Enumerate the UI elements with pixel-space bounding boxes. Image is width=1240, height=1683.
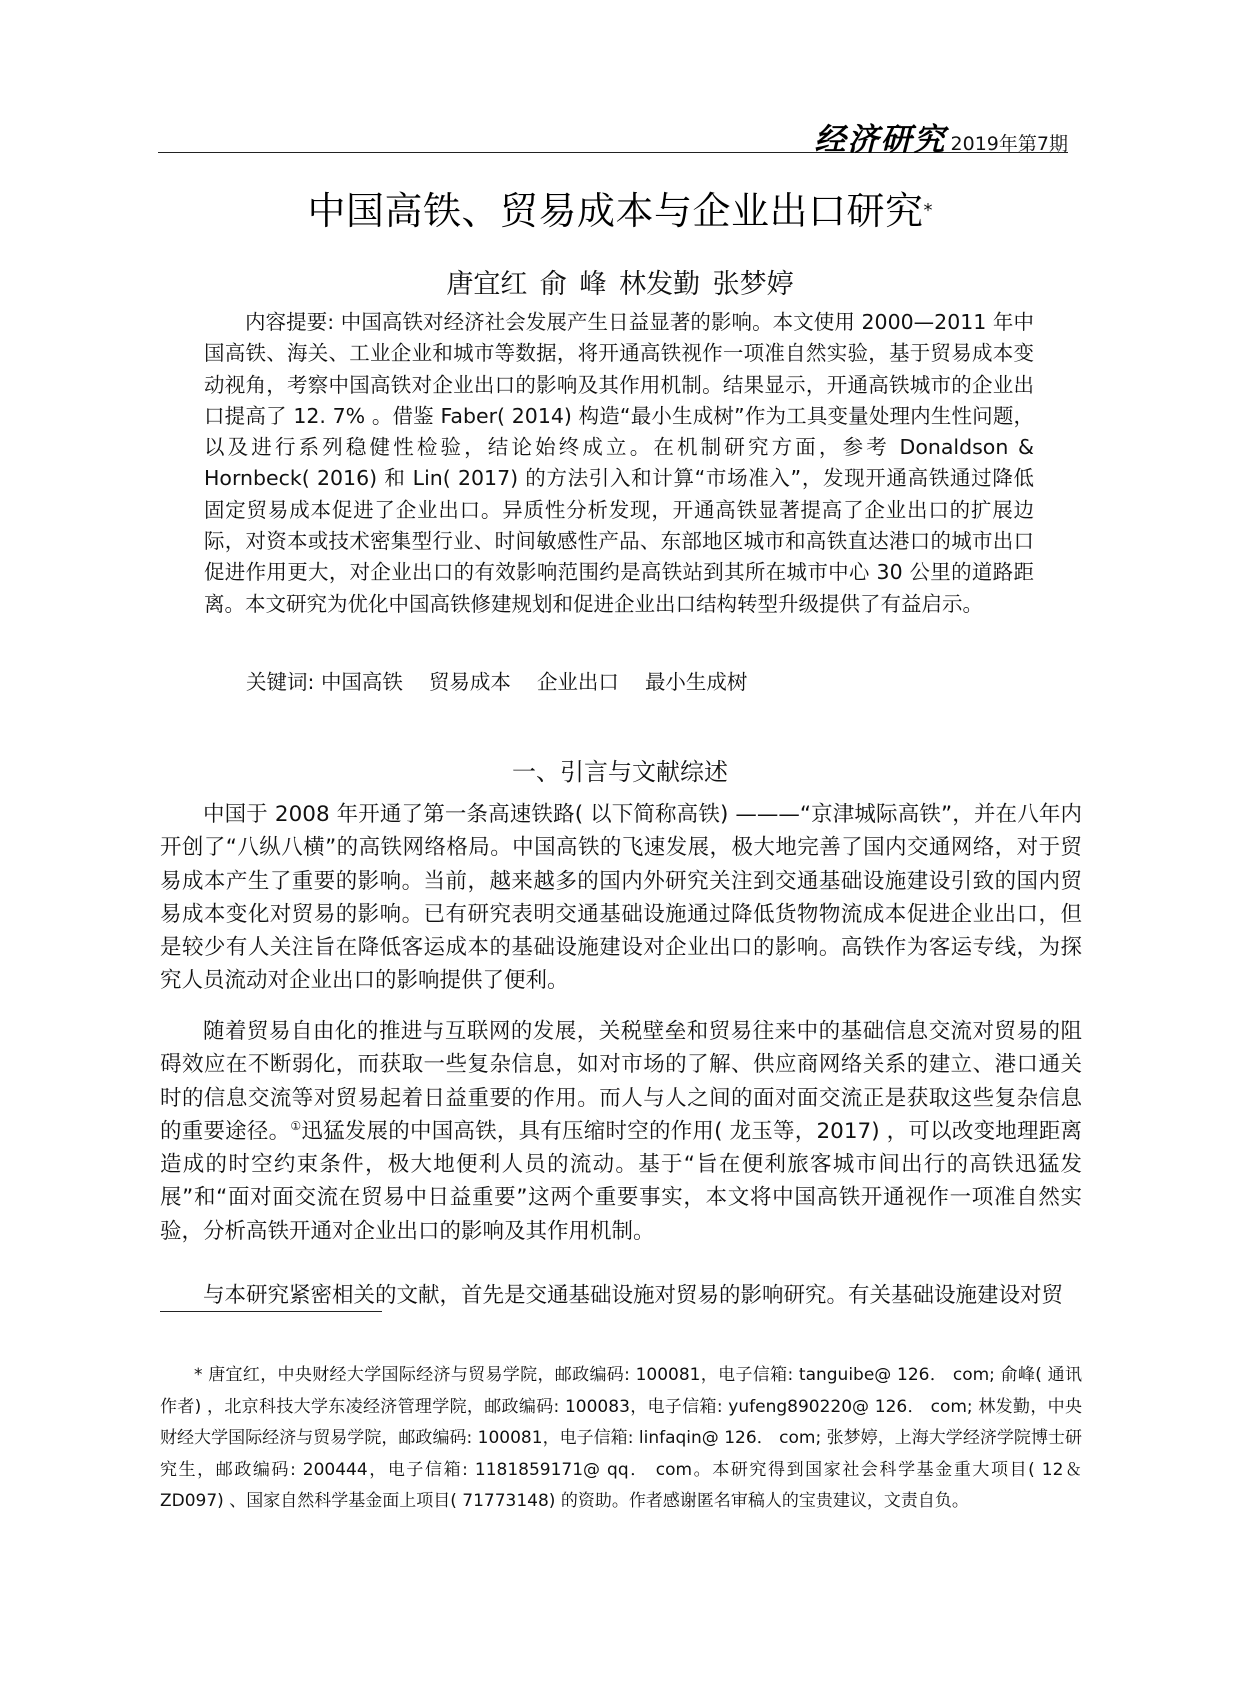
author-list: 唐宜红 俞 峰 林发勤 张梦婷 — [446, 269, 794, 300]
keywords-label: 关键词: — [246, 670, 321, 694]
footnote-reference: ① — [290, 1118, 302, 1133]
body-paragraph-3: 与本研究紧密相关的文献，首先是交通基础设施对贸易的影响研究。有关基础设施建设对贸 — [203, 1283, 1064, 1308]
paragraph-2-text-a: 随着贸易自由化的推进与互联网的发展，关税壁垒和贸易往来中的基础信息交流对贸易的阻碍效应在不断弱化，而获取一些复杂信息，如对市场的了解、供应商网络关系的建立、港口通关时的信息交流等对贸易起着日益重要的作用。而人与人之间的面对面交流正是获取这些复杂信息的重要途径。 — [160, 1019, 1082, 1144]
keyword-item: 中国高铁 — [320, 670, 403, 694]
section-heading: 一、引言与文献综述 — [512, 758, 728, 786]
body-paragraph-2 — [160, 1015, 1082, 1248]
keywords — [246, 665, 773, 695]
title-block — [0, 180, 1240, 235]
author-footnote: * 唐宜红，中央财经大学国际经济与贸易学院，邮政编码: 100081，电子信箱: tanguibe@ 126． com; 俞峰( 通讯作者) ，北京科技大学东凌经济管理学院，邮政编码: 100083，电子信箱: yufeng890220@ 126． com; 林发勤，中央财经大学国际经济与贸易学院，邮政编码: 100081，电子信箱: linfaqin@ 126． com; 张梦婷，上海大学经济学院博士研究生，邮政编码: 200444，电子信箱: 1181859171@ qq． com。本研究得到国家社会科学基金重大项目( 12＆ZD097) 、国家自然科学基金面上项目( 71773148) 的资助。作者感谢匿名审稿人的宝贵建议，文责自负。 — [160, 1365, 1082, 1511]
journal-header — [158, 120, 1068, 158]
abstract: 内容提要: 中国高铁对经济社会发展产生日益显著的影响。本文使用 2000—2011 年中国高铁、海关、工业企业和城市等数据，将开通高铁视作一项准自然实验，基于贸易成本变动视角，考察中国高铁对企业出口的影响及其作用机制。结果显示，开通高铁城市的企业出口提高了 12. 7% 。借鉴 Faber( 2014) 构造“最小生成树”作为工具变量处理内生性问题，以及进行系列稳健性检验，结论始终成立。在机制研究方面，参考 Donaldson & Hornbeck( 2016) 和 Lin( 2017) 的方法引入和计算“市场准入”，发现开通高铁通过降低固定贸易成本促进了企业出口。异质性分析发现，开通高铁显著提高了企业出口的扩展边际，对资本或技术密集型行业、时间敏感性产品、东部地区城市和高铁直达港口的城市出口促进作用更大，对企业出口的有效影响范围约是高铁站到其所在城市中心 30 公里的道路距离。本文研究为优化中国高铁修建规划和促进企业出口结构转型升级提供了有益启示。 — [204, 310, 1034, 616]
title-footnote-mark: * — [923, 199, 933, 221]
journal-brand — [815, 114, 1068, 159]
footnote-divider — [160, 1311, 382, 1312]
paragraph-2-text-b: 迅猛发展的中国高铁，具有压缩时空的作用( 龙玉等，2017) ，可以改变地理距离造成的时空约束条件，极大地便利人员的流动。基于“旨在便利旅客城市间出行的高铁迅猛发展”和“面对面交流在贸易中日益重要”这两个重要事实，本文将中国高铁开通视作一项准自然实验，分析高铁开通对企业出口的影响及其作用机制。 — [160, 1118, 1082, 1244]
keyword-item: 贸易成本 — [428, 670, 511, 694]
keyword-item: 企业出口 — [536, 670, 619, 694]
body-paragraph-1: 中国于 2008 年开通了第一条高速铁路( 以下简称高铁) ———“京津城际高铁”，并在八年内开创了“八纵八横”的高铁网络格局。中国高铁的飞速发展，极大地完善了国内交通网络，对于贸易成本产生了重要的影响。当前，越来越多的国内外研究关注到交通基础设施建设引致的国内贸易成本变化对贸易的影响。已有研究表明交通基础设施通过降低货物物流成本促进企业出口，但是较少有人关注旨在降低客运成本的基础设施建设对企业出口的影响。高铁作为客运专线，为探究人员流动对企业出口的影响提供了便利。 — [160, 802, 1082, 994]
journal-issue: 2019年第7期 — [950, 133, 1068, 155]
keyword-item: 最小生成树 — [644, 670, 748, 694]
journal-logo: 经济研究 — [814, 122, 947, 158]
paper-title: 中国高铁、贸易成本与企业出口研究 — [307, 189, 924, 233]
